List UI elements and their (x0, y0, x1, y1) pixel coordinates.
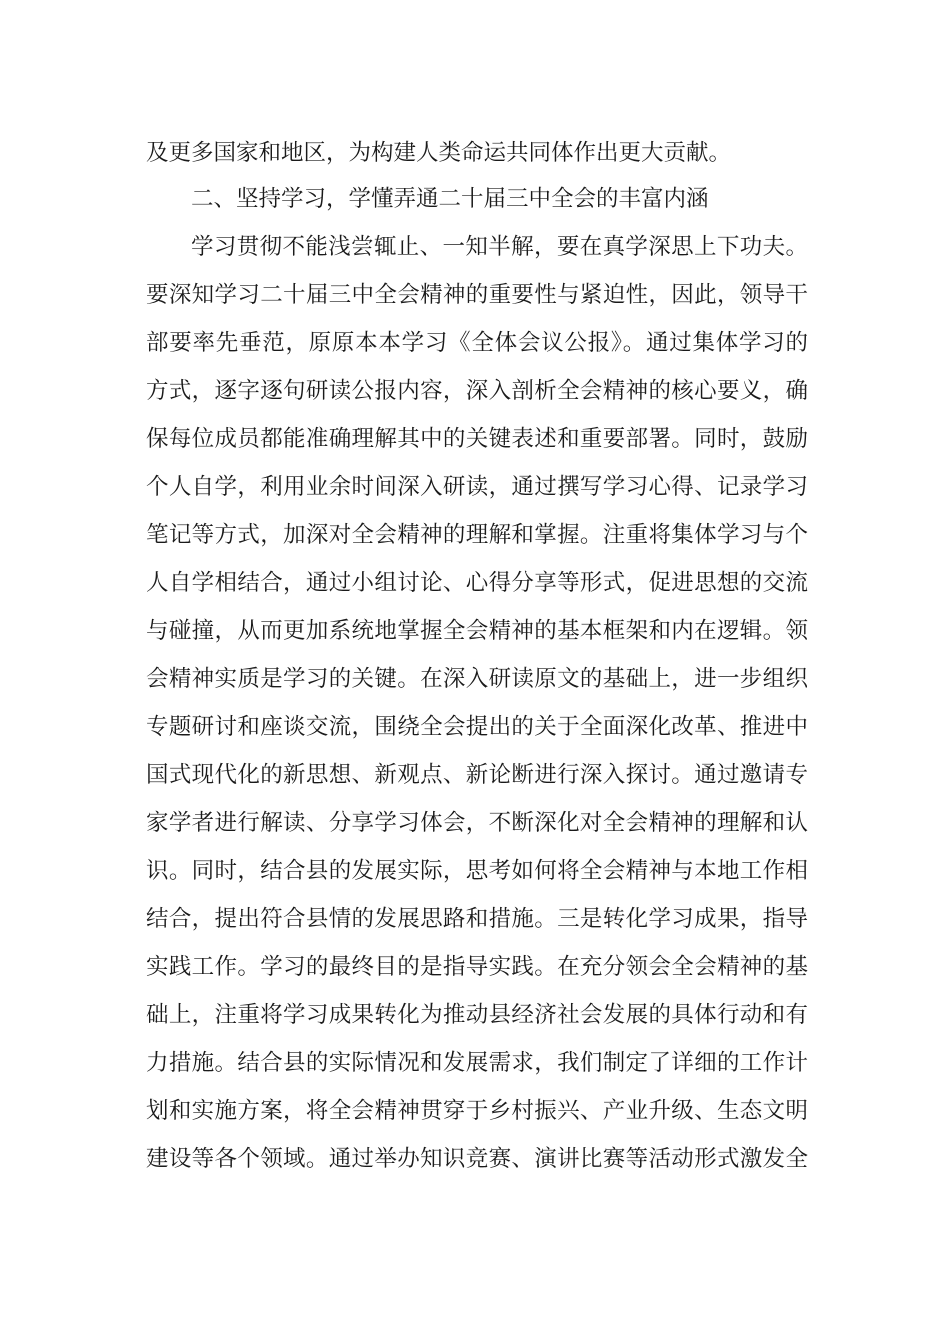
paragraph-line: 础上，注重将学习成果转化为推动县经济社会发展的具体行动和有 (146, 1002, 808, 1028)
paragraph-line: 识。同时，结合县的发展实际，思考如何将全会精神与本地工作相 (146, 858, 808, 884)
paragraph-line: 家学者进行解读、分享学习体会，不断深化对全会精神的理解和认 (146, 810, 808, 836)
paragraph-line: 人自学相结合，通过小组讨论、心得分享等形式，促进思想的交流 (146, 570, 808, 596)
paragraph-line: 建设等各个领域。通过举办知识竞赛、演讲比赛等活动形式激发全 (146, 1146, 808, 1172)
paragraph-line: 国式现代化的新思想、新观点、新论断进行深入探讨。通过邀请专 (146, 762, 808, 788)
paragraph-line: 要深知学习二十届三中全会精神的重要性与紧迫性，因此，领导干 (146, 282, 808, 308)
paragraph-line: 与碰撞，从而更加系统地掌握全会精神的基本框架和内在逻辑。领 (146, 618, 808, 644)
paragraph-line: 个人自学，利用业余时间深入研读，通过撰写学习心得、记录学习 (146, 474, 808, 500)
paragraph-line: 保每位成员都能准确理解其中的关键表述和重要部署。同时，鼓励 (146, 426, 808, 452)
paragraph-line: 学习贯彻不能浅尝辄止、一知半解，要在真学深思上下功夫。 (191, 234, 808, 260)
paragraph-line: 部要率先垂范，原原本本学习《全体会议公报》。通过集体学习的 (146, 330, 808, 356)
paragraph-line-closing: 及更多国家和地区，为构建人类命运共同体作出更大贡献。 (146, 140, 732, 166)
paragraph-line: 划和实施方案，将全会精神贯穿于乡村振兴、产业升级、生态文明 (146, 1098, 808, 1124)
paragraph-line: 专题研讨和座谈交流，围绕全会提出的关于全面深化改革、推进中 (146, 714, 808, 740)
paragraph-line: 实践工作。学习的最终目的是指导实践。在充分领会全会精神的基 (146, 954, 808, 980)
section-heading: 二、坚持学习，学懂弄通二十届三中全会的丰富内涵 (191, 186, 709, 212)
paragraph-line: 会精神实质是学习的关键。在深入研读原文的基础上，进一步组织 (146, 666, 808, 692)
paragraph-line: 方式，逐字逐句研读公报内容，深入剖析全会精神的核心要义，确 (146, 378, 808, 404)
paragraph-line: 力措施。结合县的实际情况和发展需求，我们制定了详细的工作计 (146, 1050, 808, 1076)
paragraph-line: 结合，提出符合县情的发展思路和措施。三是转化学习成果，指导 (146, 906, 808, 932)
paragraph-line: 笔记等方式，加深对全会精神的理解和掌握。注重将集体学习与个 (146, 522, 808, 548)
